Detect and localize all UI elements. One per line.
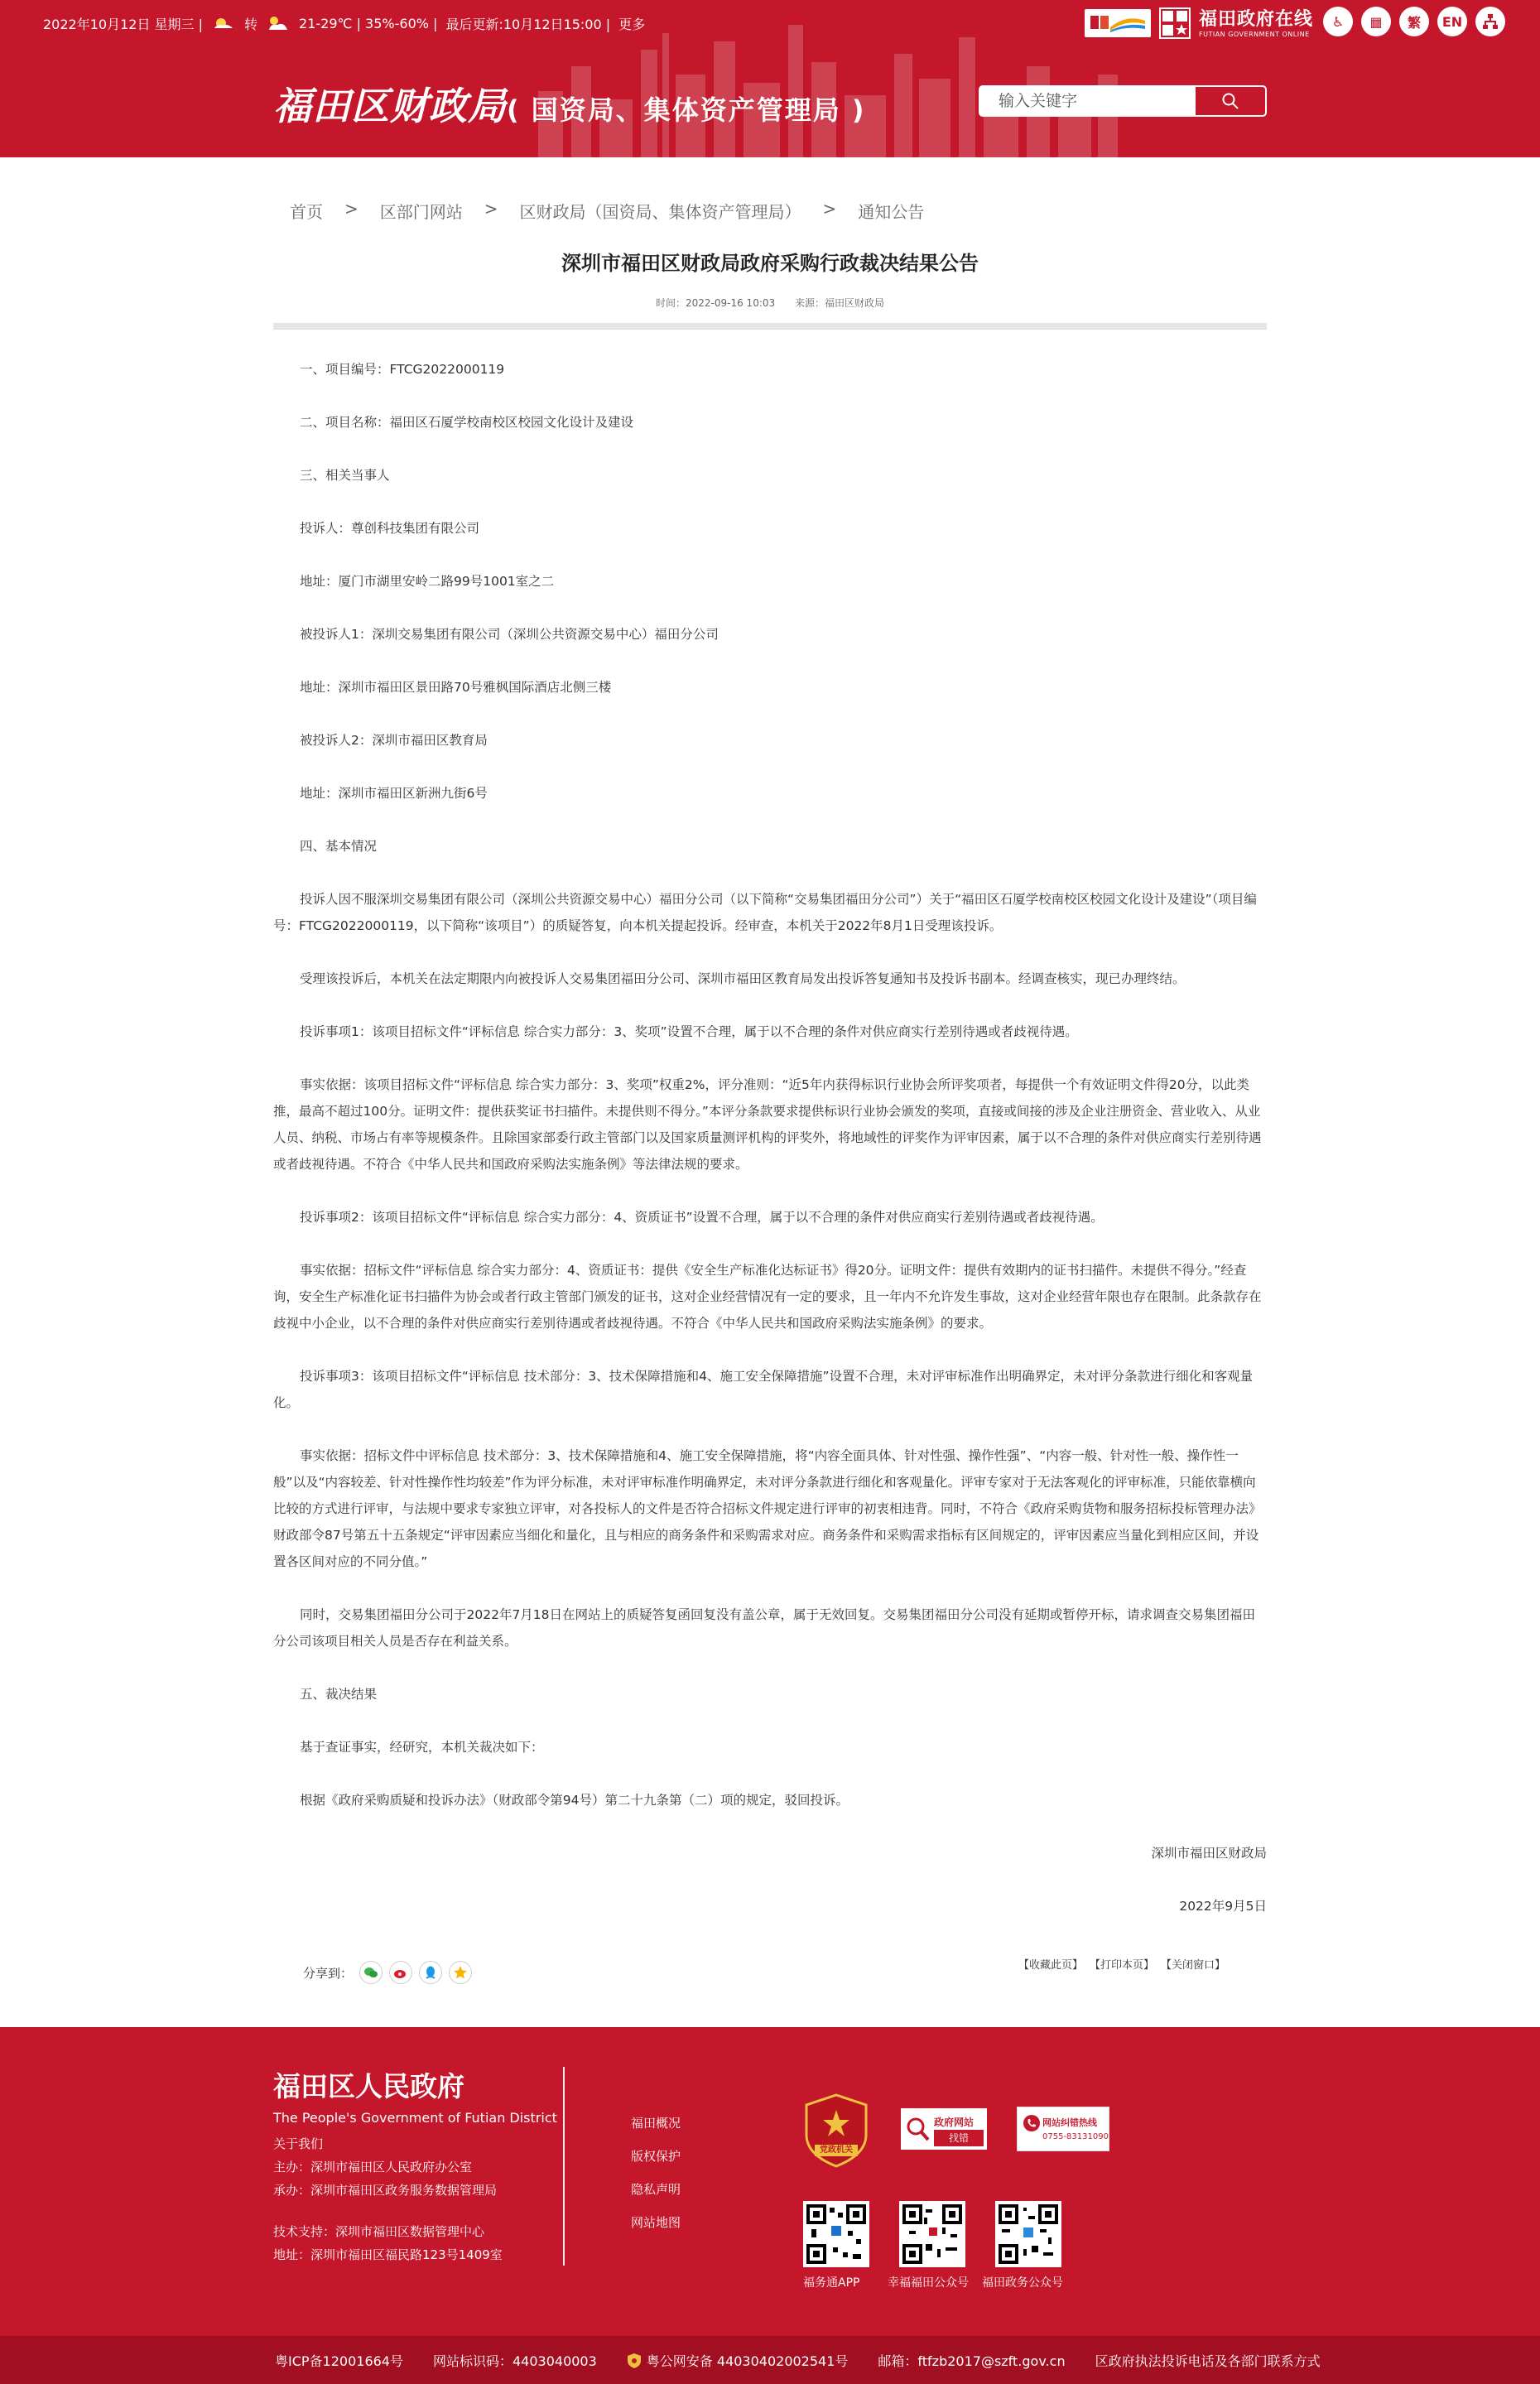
- article-paragraph: 二、项目名称：福田区石厦学校南校区校园文化设计及建设: [300, 415, 634, 430]
- article-sign-date: 2022年9月5日: [1179, 1899, 1267, 1914]
- qr-code-futian-government: [995, 2201, 1061, 2267]
- article-paragraph: 投诉人因不服深圳交易集团有限公司（深圳公共资源交易中心）福田分公司（以下简称“交易集团福田分公司”）关于“福田区石厦学校南校区校园文化设计及建设”（项目编号：FTCG2022000119，以下简称“该项目”）的质疑答复，向本机关提起投诉。经审查，本机关于2022年8月1日受理该投诉。: [273, 892, 1257, 933]
- share-label: 分享到：: [303, 1965, 354, 1981]
- footer-host: 主办：深圳市福田区人民政府办公室: [273, 2160, 473, 2174]
- breadcrumb-departments[interactable]: 区部门网站: [379, 202, 463, 222]
- website-hotline-badge[interactable]: [1017, 2107, 1109, 2151]
- article-paragraph: 根据《政府采购质疑和投诉办法》（财政部令第94号）第二十九条第（二）项的规定，驳回投诉。: [300, 1793, 849, 1808]
- phone-icon: [1023, 2114, 1041, 2132]
- government-brand[interactable]: [1085, 5, 1313, 41]
- page-actions: [1018, 1956, 1225, 1972]
- qq-share-icon[interactable]: [419, 1961, 442, 1984]
- date-weather-info: [43, 13, 645, 33]
- top-info-bar: [0, 0, 1540, 46]
- favorite-page-link[interactable]: 【收藏此页】: [1018, 1959, 1084, 1972]
- article-paragraph: 四、基本情况: [300, 839, 378, 854]
- footer-bottom-bar: [0, 2336, 1540, 2384]
- qr-label-happy-futian: 幸福福田公众号: [888, 2276, 969, 2290]
- title-divider: [273, 323, 1267, 330]
- icp-number[interactable]: 粤ICP备12001664号: [275, 2353, 403, 2369]
- police-badge-icon: [627, 2353, 642, 2369]
- weather-range: 21-29℃ | 35%-60% |: [299, 15, 438, 31]
- qr-label-futian-government: 福田政务公众号: [982, 2276, 1063, 2290]
- hotline-badge-number: 0755-83131090: [1042, 2132, 1109, 2141]
- contact-email[interactable]: 邮箱：ftfzb2017@szft.gov.cn: [878, 2353, 1066, 2369]
- article-meta: [273, 296, 1267, 310]
- site-title: [273, 76, 866, 131]
- article-content: [273, 356, 1267, 1946]
- sitemap-icon[interactable]: [1475, 7, 1505, 36]
- site-footer: [0, 2027, 1540, 2336]
- brand-name: 福田政府在线: [1199, 8, 1314, 30]
- article-title: 深圳市福田区财政局政府采购行政裁决结果公告: [561, 252, 979, 275]
- sunny-icon: [211, 13, 236, 33]
- site-header: [0, 0, 1540, 157]
- tool-icons: [1323, 7, 1505, 36]
- qr-code-happy-futian: [899, 2201, 965, 2267]
- complaint-contact-link[interactable]: 区政府执法投诉电话及各部门联系方式: [1095, 2353, 1321, 2369]
- article-paragraph: 同时，交易集团福田分公司于2022年7月18日在网站上的质疑答复函回复没有盖公章，属于无效回复。交易集团福田分公司没有延期或暂停开标，请求调查交易集团福田分公司该项目相关人员是否存在利益关系。: [273, 1607, 1256, 1649]
- search-icon: [1221, 92, 1239, 110]
- article-paragraph: 事实依据：招标文件中评标信息 技术部分：3、技术保障措施和4、施工安全保障措施，将“内容全面具体、针对性强、操作性强”、“内容一般、针对性一般、操作性一般”以及“内容较差、针对性操作性均较差”作为评分标准，未对评审标准作明确界定，未对评分条款进行细化和客观量化。评审专家对于无法客观化的评审标准，只能依靠横向比较的方式进行评审，与法规中要求专家独立评审，对各投标人的文件是否符合招标文件规定进行评审的初衷相违背。同时，不符合《政府采购货物和服务招标投标管理办法》财政部令87号第五十五条规定“评审因素应当细化和量化，且与相应的商务条件和采购需求对应。商务条件和采购需求指标有区间规定的，评审因素应当量化到相应区间，并设置各区间对应的不同分值。”: [273, 1448, 1262, 1569]
- share-bar: [303, 1961, 472, 1984]
- article-paragraph: 投诉事项3：该项目招标文件“评标信息 技术部分：3、技术保障措施和4、施工安全保障措施”设置不合理，未对评审标准作出明确界定，未对评分条款进行细化和客观量化。: [273, 1369, 1254, 1410]
- error-badge-text: 政府网站: [934, 2117, 975, 2128]
- article-paragraph: 基于查证事实，经研究，本机关裁决如下：: [300, 1740, 544, 1755]
- article-paragraph: 事实依据：该项目招标文件“评标信息 综合实力部分：3、奖项”权重2%，评分准则：“近5年内获得标识行业协会所评奖项者，每提供一个有效证明文件得20分，以此类推，最高不超过100分。证明文件：提供获奖证书扫描件。未提供则不得分。”本评分条款要求提供标识行业协会颁发的奖项，直接或间接的涉及企业注册资金、营业收入、从业人员、纳税、市场占有率等规模条件。且除国家部委行政主管部门以及国家质量测评机构的评奖外，将地域性的评奖作为评审因素，属于以不合理的条件对供应商实行差别待遇或者歧视待遇。不符合《中华人民共和国政府采购法实施条例》等法律法规的要求。: [273, 1077, 1262, 1172]
- article-paragraph: 地址：厦门市湖里安岭二路99号1001室之二: [300, 574, 555, 589]
- article-paragraph: 受理该投诉后，本机关在法定期限内向被投诉人交易集团福田分公司、深圳市福田区教育局发出投诉答复通知书及投诉书副本。经调查核实，现已办理终结。: [300, 971, 1186, 986]
- footer-organizer: 承办：深圳市福田区政务服务数据管理局: [273, 2183, 498, 2198]
- article-paragraph: 被投诉人2：深圳市福田区教育局: [300, 733, 488, 748]
- footer-link-privacy[interactable]: 隐私声明: [631, 2182, 681, 2197]
- footer-link-sitemap[interactable]: 网站地图: [631, 2215, 681, 2230]
- brand-name-en: FUTIAN GOVERNMENT ONLINE: [1199, 30, 1310, 38]
- footer-divider: [563, 2067, 565, 2266]
- hotline-badge-title: 网站纠错热线: [1042, 2117, 1097, 2128]
- footer-about[interactable]: 关于我们: [273, 2136, 324, 2151]
- magnifier-icon: [906, 2117, 931, 2143]
- close-window-link[interactable]: 【关闭窗口】: [1161, 1959, 1226, 1972]
- breadcrumb-notices[interactable]: 通知公告: [858, 202, 925, 222]
- article-paragraph: 投诉事项2：该项目招标文件“评标信息 综合实力部分：4、资质证书”设置不合理，属于以不合理的条件对供应商实行差别待遇或者歧视待遇。: [300, 1210, 1104, 1225]
- article-paragraph: 地址：深圳市福田区景田路70号雅枫国际酒店北侧三楼: [300, 680, 612, 695]
- footer-address: 地址：深圳市福田区福民路123号1409室: [273, 2247, 503, 2262]
- article-time: 时间：2022-09-16 10:03: [656, 297, 776, 309]
- article-paragraph: 投诉事项1：该项目招标文件“评标信息 综合实力部分：3、奖项”设置不合理，属于以不合理的条件对供应商实行差别待遇或者歧视待遇。: [300, 1024, 1078, 1039]
- breadcrumb-home[interactable]: 首页: [290, 202, 323, 222]
- footer-tech-support: 技术支持：深圳市福田区数据管理中心: [273, 2224, 485, 2239]
- article-paragraph: 事实依据：招标文件“评标信息 综合实力部分：4、资质证书：提供《安全生产标准化达标证书》得20分。证明文件：提供有效期内的证书扫描件。未提供不得分。”经查询，安全生产标准化证书扫描件为协会或者行政主管部门颁发的证书，这对企业经营情况有一定的要求，且一年内不允许发生事故，这对企业经营年限也存在限制。此条款存在歧视中小企业，以不合理的条件对供应商实行差别待遇或者歧视待遇。不符合《中华人民共和国政府采购法实施条例》的要求。: [273, 1263, 1262, 1331]
- english-button[interactable]: EN: [1437, 7, 1467, 36]
- breadcrumb-separator: >: [484, 199, 498, 219]
- article-paragraph: 地址：深圳市福田区新洲九街6号: [300, 786, 488, 801]
- last-updated: 最后更新:10月12日15:00 |: [445, 16, 611, 32]
- qr-code-futong-app: [803, 2201, 869, 2267]
- footer-title-en: The People's Government of Futian District: [273, 2110, 557, 2126]
- weather-change-label: 转: [244, 16, 258, 32]
- site-identifier-code: 网站标识码：4403040003: [432, 2353, 597, 2369]
- search-box: [979, 85, 1267, 117]
- search-button[interactable]: [1196, 87, 1265, 115]
- qzone-share-icon[interactable]: [449, 1961, 472, 1984]
- accessibility-icon[interactable]: ♿: [1323, 7, 1353, 36]
- footer-links: [631, 2107, 681, 2239]
- error-badge-button: 找错: [934, 2130, 984, 2146]
- site-title-main: 福田区财政局: [273, 84, 507, 128]
- article-signature: 深圳市福田区财政局: [1151, 1846, 1267, 1861]
- article-paragraph: 三、相关当事人: [300, 468, 390, 483]
- print-page-link[interactable]: 【打印本页】: [1090, 1959, 1155, 1972]
- breadcrumb: [290, 199, 924, 223]
- party-badge-label: 党政机关: [820, 2146, 853, 2155]
- article-paragraph: 投诉人：尊创科技集团有限公司: [300, 521, 480, 536]
- police-record-text: 粤公网安备 44030402002541号: [646, 2353, 849, 2369]
- anniversary-logo: [1085, 9, 1151, 37]
- footer-link-copyright[interactable]: 版权保护: [631, 2149, 681, 2164]
- weibo-share-icon[interactable]: [389, 1961, 412, 1984]
- article-paragraph: 五、裁决结果: [300, 1687, 378, 1702]
- footer-link-overview[interactable]: 福田概况: [631, 2116, 681, 2131]
- breadcrumb-separator: >: [344, 199, 359, 219]
- wechat-share-icon[interactable]: [359, 1961, 383, 1984]
- current-date: 2022年10月12日 星期三 |: [43, 16, 204, 32]
- article-paragraph: 被投诉人1：深圳交易集团有限公司（深圳公共资源交易中心）福田分公司: [300, 627, 719, 642]
- qr-label-futong-app: 福务通APP: [803, 2276, 860, 2290]
- site-title-sub: ( 国资局、集体资产管理局 ): [507, 94, 866, 126]
- website-error-report-badge[interactable]: [899, 2107, 989, 2151]
- search-input[interactable]: [980, 87, 1197, 115]
- futian-logo-icon: [1159, 7, 1191, 39]
- cloudy-icon: [266, 13, 291, 33]
- party-government-badge[interactable]: [803, 2093, 869, 2168]
- breadcrumb-separator: >: [822, 199, 837, 219]
- traditional-chinese-button[interactable]: 繁: [1399, 7, 1429, 36]
- police-record[interactable]: [627, 2351, 849, 2370]
- calendar-icon[interactable]: ▦: [1361, 7, 1391, 36]
- footer-title: 福田区人民政府: [273, 2070, 464, 2102]
- article-paragraph: 一、项目编号：FTCG2022000119: [300, 362, 505, 377]
- more-link[interactable]: 更多: [618, 16, 646, 32]
- breadcrumb-finance-bureau[interactable]: 区财政局（国资局、集体资产管理局）: [519, 202, 801, 222]
- article-source: 来源：福田区财政局: [794, 297, 884, 309]
